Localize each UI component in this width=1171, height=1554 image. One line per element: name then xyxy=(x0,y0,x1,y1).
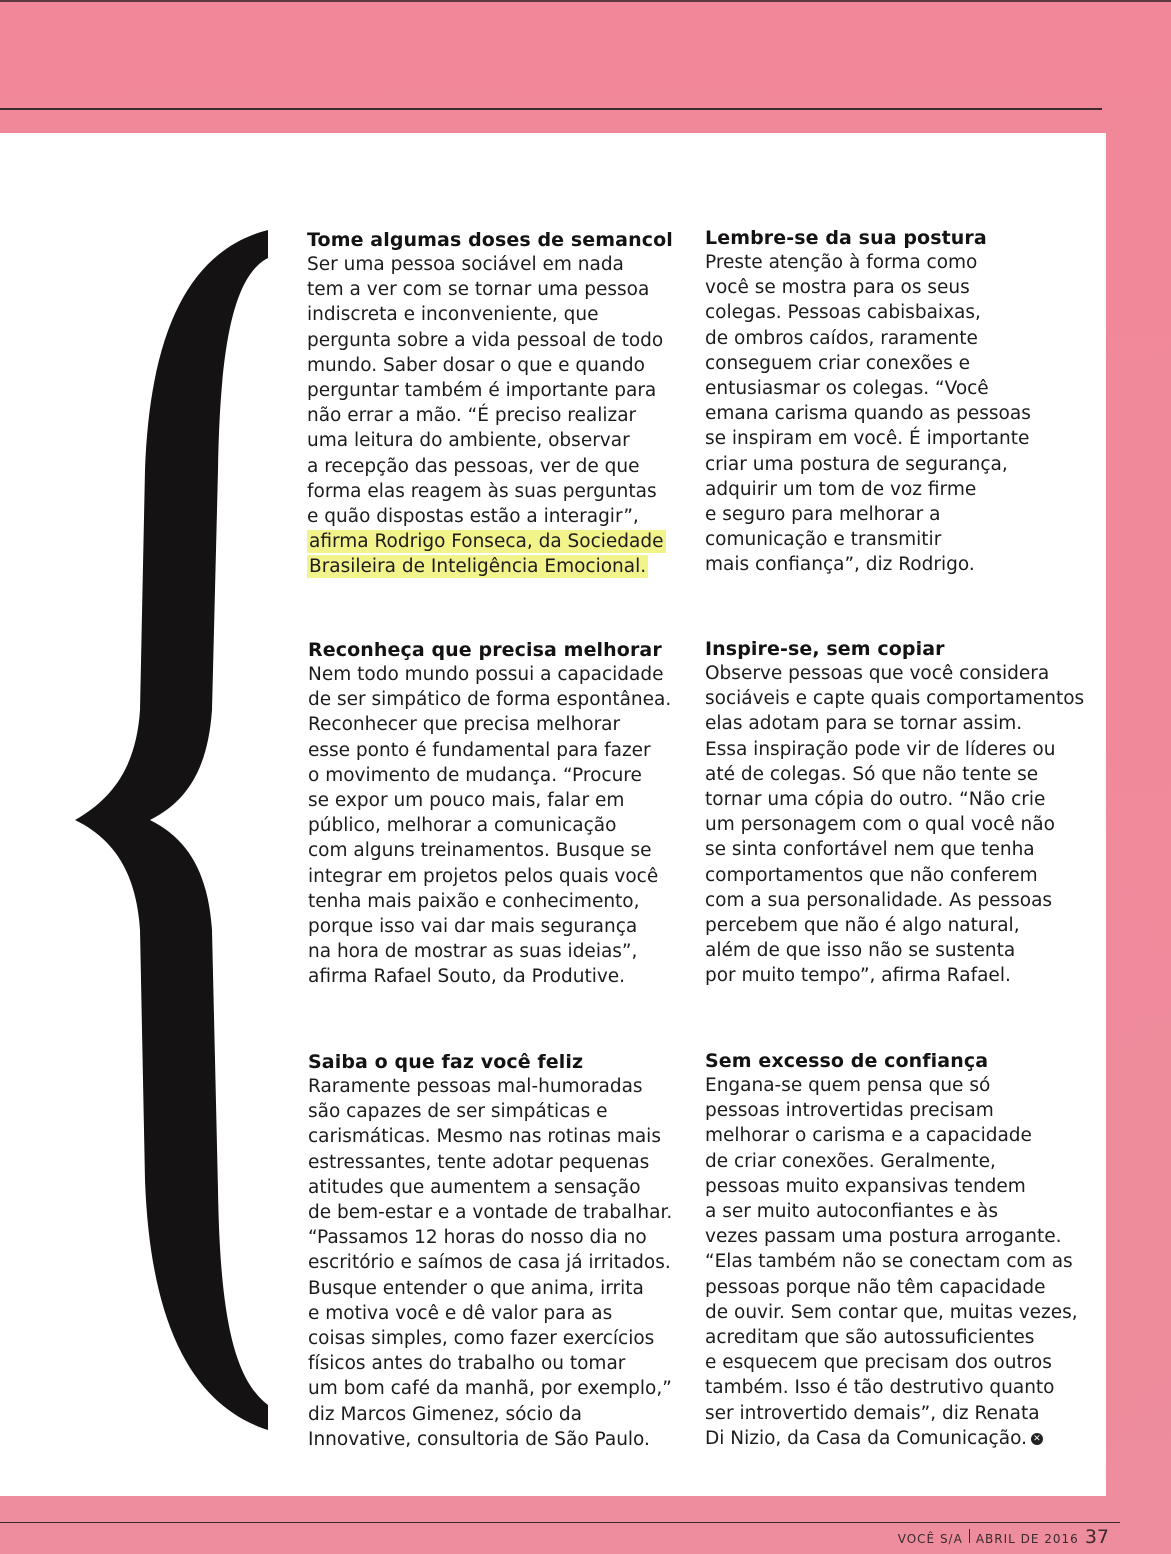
article-semancol xyxy=(307,228,687,580)
article-body: Preste atenção à forma como você se mostra para os seus colegas. Pessoas cabisbaixas, de ombros caídos, raramente conseguem criar conexões e entusiasmar os colegas. “Você emana carisma quando as pessoas se inspiram em você. É importante criar uma postura de segurança, adquirir um tom de voz firme e seguro para melhorar a comunicação e transmitir mais confiança”, diz Rodrigo. xyxy=(705,252,1031,576)
page-footer xyxy=(898,1526,1109,1548)
issue-date: ABRIL DE 2016 xyxy=(975,1532,1079,1546)
page-number: 37 xyxy=(1084,1526,1109,1548)
footer-rule xyxy=(0,1522,1120,1523)
magazine-name: VOCÊ S/A xyxy=(897,1532,963,1546)
article-title: Tome algumas doses de semancol xyxy=(307,229,673,251)
article-body: Observe pessoas que você considera sociáveis e capte quais comportamentos elas adotam para se tornar assim. Essa inspiração pode vir de líderes ou até de colegas. Só que não tente se tornar uma cópia do outro. “Não crie um personagem com o qual você não se sinta confortável nem que tenha comportamentos que não conferem com a sua personalidade. As pessoas percebem que não é algo natural, além de que isso não se sustenta por muito tempo”, afirma Rafael. xyxy=(705,663,1085,987)
curly-brace-ornament xyxy=(40,210,280,1450)
end-of-article-icon: ✕ xyxy=(1031,1433,1043,1445)
article-postura xyxy=(705,226,1085,578)
highlighted-quote-attribution: afirma Rodrigo Fonseca, da Sociedade Brasileira de Inteligência Emocional. xyxy=(309,531,664,578)
article-title: Reconheça que precisa melhorar xyxy=(308,639,662,661)
article-title: Sem excesso de confiança xyxy=(705,1050,989,1072)
footer-separator xyxy=(969,1529,970,1543)
header-rule xyxy=(0,108,1102,110)
article-title: Saiba o que faz você feliz xyxy=(308,1051,584,1073)
article-title: Lembre-se da sua postura xyxy=(705,227,987,249)
article-body: Raramente pessoas mal-humoradas são capazes de ser simpáticas e carismáticas. Mesmo nas rotinas mais estressantes, tente adotar pequenas atitudes que aumentem a sensação de bem-estar e a vontade de trabalhar. “Passamos 12 horas do nosso dia no escritório e saímos de casa já irritados. Busque entender o que anima, irrita e motiva você e dê valor para as coisas simples, como fazer exercícios físicos antes do trabalho ou tomar um bom café da manhã, por exemplo,” diz Marcos Gimenez, sócio da Innovative, consultoria de São Paulo. xyxy=(308,1076,673,1450)
top-edge-rule xyxy=(0,0,1171,2)
article-inspire xyxy=(705,637,1085,989)
article-body: Ser uma pessoa sociável em nada tem a ver com se tornar uma pessoa indiscreta e inconveniente, que pergunta sobre a vida pessoal de todo mundo. Saber dosar o que e quando perguntar também é importante para não errar a mão. “É preciso realizar uma leitura do ambiente, observar a recepção das pessoas, ver de que forma elas reagem às suas perguntas e quão dispostas estão a interagir”, xyxy=(307,254,664,528)
article-feliz xyxy=(308,1050,688,1452)
article-body: Nem todo mundo possui a capacidade de ser simpático de forma espontânea. Reconhecer que precisa melhorar esse ponto é fundamental para fazer o movimento de mudança. “Procure se expor um pouco mais, falar em público, melhorar a comunicação com alguns treinamentos. Busque se integrar em projetos pelos quais você tenha mais paixão e conhecimento, porque isso vai dar mais segurança na hora de mostrar as suas ideias”, afirma Rafael Souto, da Produtive. xyxy=(308,664,672,988)
article-reconheca xyxy=(308,638,688,990)
article-body: Engana-se quem pensa que só pessoas introvertidas precisam melhorar o carisma e a capacidade de criar conexões. Geralmente, pessoas muito expansivas tendem a ser muito autoconfiantes e às vezes passam uma postura arrogante. “Elas também não se conectam com as pessoas porque não têm capacidade de ouvir. Sem contar que, muitas vezes, acreditam que são autossuficientes e esquecem que precisam dos outros também. Isso é tão destrutivo quanto ser introvertido demais”, diz Renata Di Nizio, da Casa da Comunicação. xyxy=(705,1075,1078,1449)
article-title: Inspire-se, sem copiar xyxy=(705,638,945,660)
article-confianca xyxy=(705,1049,1085,1451)
